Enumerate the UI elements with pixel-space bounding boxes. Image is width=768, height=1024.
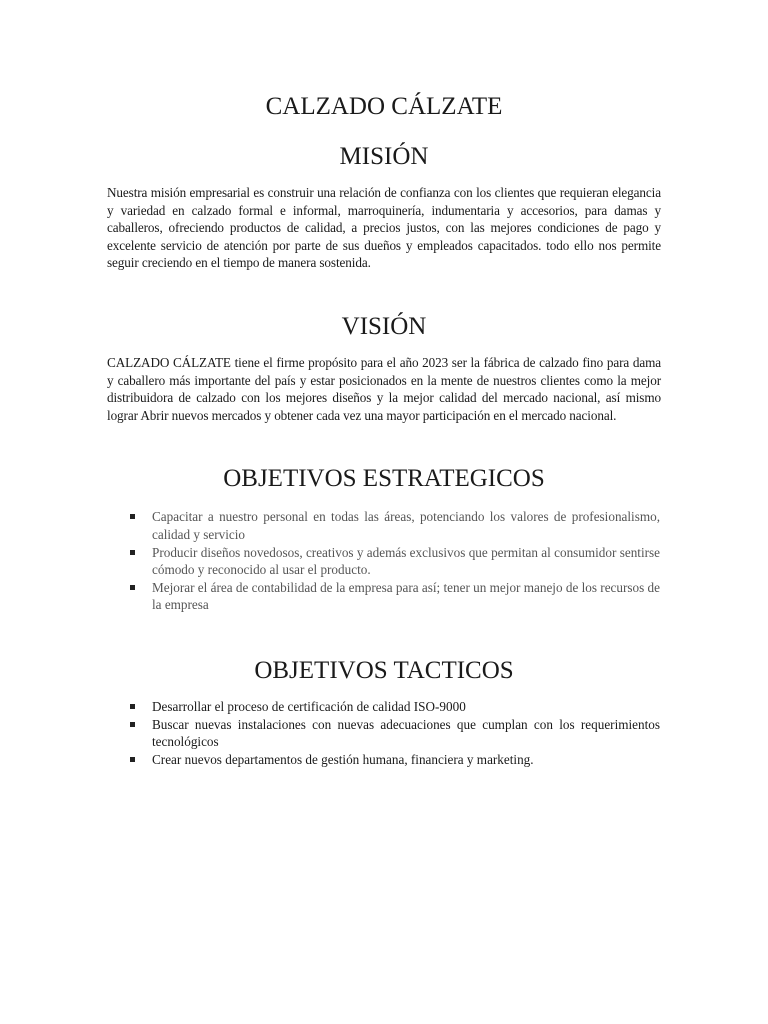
- mision-paragraph: Nuestra misión empresarial es construir una relación de confianza con los clientes que requieran elegancia y variedad en calzado formal e informal, marroquinería, indumentaria y accesorios, para damas y caballeros, ofreciendo productos de calidad, a precios justos, con las mejores condiciones de pago y excelente servicio de atención por parte de sus dueños y empleados capacitados. todo ello nos permite seguir creciendo en el tiempo de manera sostenida.: [107, 185, 661, 271]
- square-bullet-icon: [130, 585, 135, 590]
- square-bullet-icon: [130, 757, 135, 762]
- square-bullet-icon: [130, 550, 135, 555]
- vision-heading: VISIÓN: [341, 312, 427, 340]
- list-item-text: Capacitar a nuestro personal en todas las áreas, potenciando los valores de profesionalismo, calidad y servicio: [152, 509, 660, 542]
- list-item-text: Mejorar el área de contabilidad de la empresa para así; tener un mejor manejo de los recursos de la empresa: [152, 579, 660, 613]
- list-item: [130, 579, 660, 614]
- list-item: [130, 544, 660, 579]
- list-item-text: Producir diseños novedosos, creativos y además exclusivos que permitan al consumidor sentirse cómodo y reconocido al usar el producto.: [152, 544, 660, 578]
- list-item: [130, 508, 660, 543]
- list-item-text: Desarrollar el proceso de certificación de calidad ISO-9000: [152, 698, 466, 714]
- list-item: [130, 716, 660, 751]
- mision-heading: MISIÓN: [339, 143, 429, 170]
- list-item-text: Crear nuevos departamentos de gestión humana, financiera y marketing.: [152, 751, 534, 767]
- objetivos-estrategicos-list: [130, 508, 660, 614]
- vision-paragraph: CALZADO CÁLZATE tiene el firme propósito para el año 2023 ser la fábrica de calzado fino para dama y caballero más importante del país y estar posicionados en la mente de nuestros clientes como la mejor distribuidora de calzado con los mejores diseños y la mejor calidad del mercado nacional, así mismo lograr Abrir nuevos mercados y obtener cada vez una mayor participación en el mercado nacional.: [107, 354, 661, 423]
- company-title: CALZADO CÁLZATE: [265, 93, 503, 120]
- objetivos-tacticos-heading: OBJETIVOS TACTICOS: [254, 656, 514, 684]
- list-item-text: Buscar nuevas instalaciones con nuevas adecuaciones que cumplan con los requerimientos tecnológicos: [152, 716, 660, 750]
- square-bullet-icon: [130, 704, 135, 709]
- square-bullet-icon: [130, 514, 135, 519]
- list-item: [130, 698, 660, 716]
- objetivos-tacticos-list: [130, 698, 660, 768]
- objetivos-estrategicos-heading: OBJETIVOS ESTRATEGICOS: [223, 465, 545, 493]
- list-item: [130, 751, 660, 769]
- square-bullet-icon: [130, 722, 135, 727]
